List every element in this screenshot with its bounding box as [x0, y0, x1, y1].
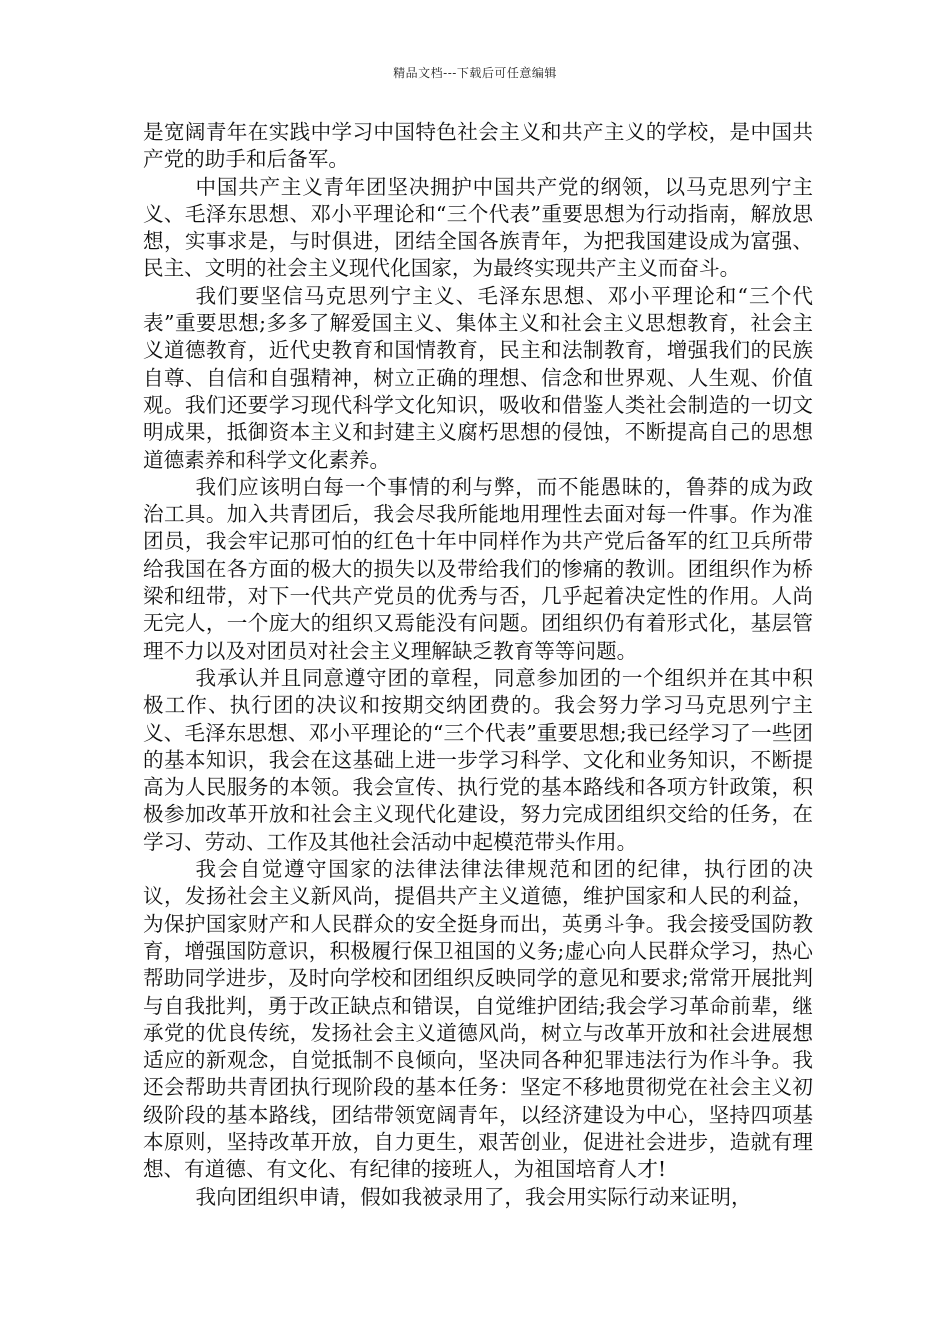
paragraph-2: 中国共产主义青年团坚决拥护中国共产党的纲领，以马克思列宁主义、毛泽东思想、邓小平理论和“三个代表”重要思想为行动指南，解放思想，实事求是，与时俱进，团结全国各族青年，为把我国建设成为富强、民主、文明的社会主义现代化国家，为最终实现共产主义而奋斗。 — [143, 174, 813, 281]
page-header: 精品文档---下载后可任意编辑 — [393, 66, 557, 80]
paragraph-1: 是宽阔青年在实践中学习中国特色社会主义和共产主义的学校，是中国共产党的助手和后备军。 — [143, 120, 813, 172]
paragraph-5: 我承认并且同意遵守团的章程，同意参加团的一个组织并在其中积极工作、执行团的决议和按期交纳团费的。我会努力学习马克思列宁主义、毛泽东思想、邓小平理论的“三个代表”重要思想;我已经学习了一些团的基本知识，我会在这基础上进一步学习科学、文化和业务知识，不断提高为人民服务的本领。我会宣传、执行党的基本路线和各项方针政策，积极参加改革开放和社会主义现代化建设，努力完成团组织交给的任务，在学习、劳动、工作及其他社会活动中起模范带头作用。 — [143, 665, 813, 854]
document-body — [143, 119, 813, 1211]
paragraph-7: 我向团组织申请，假如我被录用了，我会用实际行动来证明， — [195, 1184, 752, 1209]
paragraph-6: 我会自觉遵守国家的法律法律法律规范和团的纪律，执行团的决议，发扬社会主义新风尚，提倡共产主义道德，维护国家和人民的利益，为保护国家财产和人民群众的安全挺身而出，英勇斗争。我会接受国防教育，增强国防意识，积极履行保卫祖国的义务;虚心向人民群众学习，热心帮助同学进步，及时向学校和团组织反映同学的意见和要求;常常开展批判与自我批判，勇于改正缺点和错误，自觉维护团结;我会学习革命前辈，继承党的优良传统，发扬社会主义道德风尚，树立与改革开放和社会进展想适应的新观念，自觉抵制不良倾向，坚决同各种犯罪违法行为作斗争。我还会帮助共青团执行现阶段的基本任务：坚定不移地贯彻党在社会主义初级阶段的基本路线，团结带领宽阔青年，以经济建设为中心，坚持四项基本原则，坚持改革开放，自力更生，艰苦创业，促进社会进步，造就有理想、有道德、有文化、有纪律的接班人，为祖国培育人才! — [143, 857, 813, 1182]
paragraph-4: 我们应该明白每一个事情的利与弊，而不能愚昧的，鲁莽的成为政治工具。加入共青团后，我会尽我所能地用理性去面对每一件事。作为准团员，我会牢记那可怕的红色十年中同样作为共产党后备军的红卫兵所带给我国在各方面的极大的损失以及带给我们的惨痛的教训。团组织作为桥梁和纽带，对下一代共产党员的优秀与否，几乎起着决定性的作用。人尚无完人，一个庞大的组织又焉能没有问题。团组织仍有着形式化，基层管理不力以及对团员对社会主义理解缺乏教育等等问题。 — [143, 474, 813, 663]
paragraph-3: 我们要坚信马克思列宁主义、毛泽东思想、邓小平理论和“三个代表”重要思想;多多了解爱国主义、集体主义和社会主义思想教育，社会主义道德教育，近代史教育和国情教育，民主和法制教育，增强我们的民族自尊、自信和自强精神，树立正确的理想、信念和世界观、人生观、价值观。我们还要学习现代科学文化知识，吸收和借鉴人类社会制造的一切文明成果，抵御资本主义和封建主义腐朽思想的侵蚀，不断提高自己的思想道德素养和科学文化素养。 — [143, 283, 813, 472]
